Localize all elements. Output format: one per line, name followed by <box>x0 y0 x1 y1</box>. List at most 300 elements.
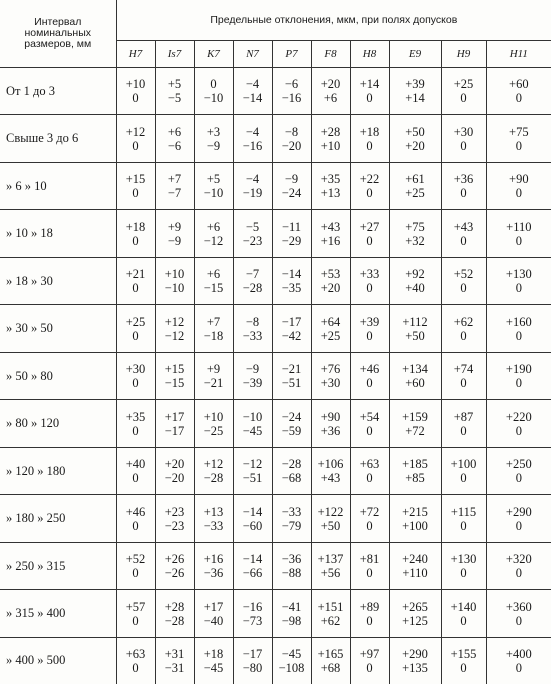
size-range-label: Свыше 3 до 6 <box>0 115 116 162</box>
upper-deviation: +18 <box>203 646 224 661</box>
lower-deviation: 0 <box>460 138 467 153</box>
lower-deviation: 0 <box>460 613 467 628</box>
upper-deviation: −5 <box>245 219 260 234</box>
lower-deviation: 0 <box>366 471 373 486</box>
upper-deviation: +159 <box>402 409 428 424</box>
deviation-cell <box>311 447 350 494</box>
lower-deviation: −45 <box>203 660 224 675</box>
deviation-cell <box>441 210 486 257</box>
upper-deviation: +92 <box>405 267 425 282</box>
deviation-cell <box>441 495 486 542</box>
deviation-cell <box>311 115 350 162</box>
upper-deviation: −8 <box>245 314 260 329</box>
lower-deviation: 0 <box>366 423 373 438</box>
lower-deviation: 0 <box>515 566 522 581</box>
deviation-cell <box>116 495 155 542</box>
lower-deviation: +50 <box>405 328 425 343</box>
upper-deviation: +130 <box>505 267 532 282</box>
upper-deviation: +10 <box>203 409 224 424</box>
deviation-cell <box>116 542 155 589</box>
lower-deviation: −20 <box>164 471 185 486</box>
upper-deviation: +215 <box>402 504 428 519</box>
deviation-cell <box>389 447 441 494</box>
lower-deviation: 0 <box>460 233 467 248</box>
column-header-h7: H7 <box>116 41 155 68</box>
deviation-cell <box>441 400 486 447</box>
size-range-label: » 315 » 400 <box>0 590 116 637</box>
table-row <box>0 495 551 542</box>
lower-deviation: 0 <box>132 376 139 391</box>
deviation-cell <box>194 400 233 447</box>
upper-deviation: +6 <box>167 124 182 139</box>
lower-deviation: 0 <box>366 518 373 533</box>
deviation-cell <box>116 352 155 399</box>
lower-deviation: −9 <box>167 233 182 248</box>
upper-deviation: +10 <box>125 77 146 92</box>
table-row <box>0 400 551 447</box>
deviation-cell <box>441 352 486 399</box>
lower-deviation: 0 <box>366 328 373 343</box>
upper-deviation: +320 <box>505 552 532 567</box>
upper-deviation: +33 <box>359 267 380 282</box>
lower-deviation: −40 <box>203 613 224 628</box>
lower-deviation: 0 <box>515 138 522 153</box>
deviation-cell <box>311 637 350 684</box>
deviation-cell <box>233 352 272 399</box>
deviation-cell <box>486 495 551 542</box>
lower-deviation: +100 <box>402 518 428 533</box>
deviation-cell <box>486 257 551 304</box>
upper-deviation: +17 <box>203 599 224 614</box>
upper-deviation: +81 <box>359 552 380 567</box>
lower-deviation: −12 <box>164 328 185 343</box>
upper-deviation: +9 <box>167 219 182 234</box>
deviation-cell <box>233 542 272 589</box>
deviation-cell <box>194 68 233 115</box>
lower-deviation: −25 <box>203 423 224 438</box>
deviation-cell <box>272 162 311 209</box>
column-header-n7: N7 <box>233 41 272 68</box>
deviation-cell <box>155 542 194 589</box>
deviation-cell <box>116 68 155 115</box>
upper-deviation: +7 <box>167 172 182 187</box>
upper-deviation: +90 <box>509 172 529 187</box>
lower-deviation: 0 <box>460 566 467 581</box>
lower-deviation: 0 <box>366 281 373 296</box>
upper-deviation: −36 <box>281 552 302 567</box>
size-range-label: От 1 до 3 <box>0 68 116 115</box>
deviation-cell <box>486 352 551 399</box>
size-range-label: » 400 » 500 <box>0 637 116 684</box>
deviation-cell <box>389 257 441 304</box>
deviation-cell <box>116 400 155 447</box>
upper-deviation: −9 <box>245 362 260 377</box>
upper-deviation: +137 <box>317 552 344 567</box>
lower-deviation: +85 <box>405 471 425 486</box>
deviation-cell <box>389 542 441 589</box>
upper-deviation: +13 <box>203 504 224 519</box>
deviation-cell <box>272 305 311 352</box>
table-row <box>0 352 551 399</box>
deviation-cell <box>441 590 486 637</box>
upper-deviation: +72 <box>359 504 380 519</box>
lower-deviation: −59 <box>281 423 302 438</box>
upper-deviation: +53 <box>320 267 341 282</box>
lower-deviation: −66 <box>242 566 263 581</box>
upper-deviation: +20 <box>320 77 341 92</box>
lower-deviation: +20 <box>405 138 425 153</box>
upper-deviation: +400 <box>505 646 532 661</box>
deviation-cell <box>116 257 155 304</box>
column-header-h9: H9 <box>441 41 486 68</box>
deviation-cell <box>486 447 551 494</box>
table-row <box>0 162 551 209</box>
lower-deviation: 0 <box>366 91 373 106</box>
lower-deviation: 0 <box>366 186 373 201</box>
lower-deviation: −98 <box>281 613 302 628</box>
lower-deviation: −73 <box>242 613 263 628</box>
lower-deviation: 0 <box>132 471 139 486</box>
upper-deviation: +160 <box>505 314 532 329</box>
deviation-cell <box>155 400 194 447</box>
table-row <box>0 257 551 304</box>
size-range-label: » 30 » 50 <box>0 305 116 352</box>
upper-deviation: +12 <box>203 457 224 472</box>
deviation-cell <box>441 162 486 209</box>
lower-deviation: −16 <box>242 138 263 153</box>
deviation-cell <box>233 305 272 352</box>
upper-deviation: +9 <box>206 362 221 377</box>
lower-deviation: −15 <box>203 281 224 296</box>
deviation-cell <box>441 637 486 684</box>
deviation-cell <box>311 162 350 209</box>
deviation-cell <box>350 447 389 494</box>
upper-deviation: −17 <box>281 314 302 329</box>
upper-deviation: +151 <box>317 599 344 614</box>
deviation-cell <box>350 637 389 684</box>
deviation-cell <box>233 590 272 637</box>
upper-deviation: +122 <box>317 504 344 519</box>
upper-deviation: −33 <box>281 504 302 519</box>
upper-deviation: +5 <box>167 77 182 92</box>
deviation-cell <box>486 210 551 257</box>
lower-deviation: −28 <box>203 471 224 486</box>
lower-deviation: −24 <box>281 186 302 201</box>
lower-deviation: +60 <box>405 376 425 391</box>
upper-deviation: +6 <box>206 219 221 234</box>
lower-deviation: 0 <box>460 376 467 391</box>
lower-deviation: +110 <box>402 566 428 581</box>
upper-deviation: +7 <box>206 314 221 329</box>
deviation-cell <box>155 115 194 162</box>
lower-deviation: 0 <box>515 613 522 628</box>
deviation-cell <box>272 495 311 542</box>
lower-deviation: +40 <box>405 281 425 296</box>
size-range-label: » 250 » 315 <box>0 542 116 589</box>
lower-deviation: −17 <box>164 423 185 438</box>
size-range-label: » 10 » 18 <box>0 210 116 257</box>
lower-deviation: 0 <box>515 660 522 675</box>
upper-deviation: +18 <box>125 219 146 234</box>
lower-deviation: 0 <box>366 613 373 628</box>
deviation-cell <box>233 257 272 304</box>
upper-deviation: +61 <box>405 172 425 187</box>
upper-deviation: −14 <box>281 267 302 282</box>
upper-deviation: −24 <box>281 409 302 424</box>
upper-deviation: 0 <box>210 77 217 92</box>
upper-deviation: +6 <box>206 267 221 282</box>
upper-deviation: +165 <box>317 646 344 661</box>
lower-deviation: +13 <box>320 186 341 201</box>
upper-deviation: +27 <box>359 219 380 234</box>
deviation-cell <box>389 590 441 637</box>
table-row <box>0 637 551 684</box>
lower-deviation: −39 <box>242 376 263 391</box>
deviation-cell <box>116 447 155 494</box>
lower-deviation: 0 <box>132 91 139 106</box>
lower-deviation: −21 <box>203 376 224 391</box>
upper-deviation: +36 <box>453 172 474 187</box>
deviation-cell <box>155 495 194 542</box>
lower-deviation: 0 <box>460 186 467 201</box>
upper-deviation: +60 <box>509 77 529 92</box>
deviation-cell <box>389 305 441 352</box>
upper-deviation: +18 <box>359 124 380 139</box>
deviation-cell <box>233 210 272 257</box>
upper-deviation: −12 <box>242 457 263 472</box>
lower-deviation: 0 <box>366 376 373 391</box>
deviation-cell <box>389 68 441 115</box>
lower-deviation: 0 <box>366 566 373 581</box>
upper-deviation: +75 <box>509 124 529 139</box>
deviation-cell <box>486 68 551 115</box>
upper-deviation: +40 <box>125 457 146 472</box>
lower-deviation: 0 <box>515 518 522 533</box>
upper-deviation: +22 <box>359 172 380 187</box>
deviation-cell <box>155 352 194 399</box>
deviation-cell <box>155 162 194 209</box>
upper-deviation: −4 <box>245 77 260 92</box>
deviation-cell <box>155 257 194 304</box>
lower-deviation: +125 <box>402 613 428 628</box>
upper-deviation: −14 <box>242 552 263 567</box>
upper-deviation: +240 <box>402 552 428 567</box>
lower-deviation: −31 <box>164 660 185 675</box>
deviation-cell <box>350 495 389 542</box>
upper-deviation: +134 <box>402 362 428 377</box>
deviation-cell <box>155 590 194 637</box>
deviation-cell <box>233 68 272 115</box>
upper-deviation: +20 <box>164 457 185 472</box>
lower-deviation: 0 <box>460 660 467 675</box>
deviation-cell <box>194 637 233 684</box>
lower-deviation: −60 <box>242 518 263 533</box>
deviation-cell <box>194 495 233 542</box>
lower-deviation: −28 <box>242 281 263 296</box>
upper-deviation: +30 <box>453 124 474 139</box>
upper-deviation: +89 <box>359 599 380 614</box>
deviation-cell <box>194 447 233 494</box>
lower-deviation: 0 <box>366 660 373 675</box>
lower-deviation: −79 <box>281 518 302 533</box>
deviation-cell <box>155 637 194 684</box>
lower-deviation: −33 <box>203 518 224 533</box>
header-row-main <box>0 0 551 41</box>
lower-deviation: −26 <box>164 566 185 581</box>
upper-deviation: +17 <box>164 409 185 424</box>
upper-deviation: −4 <box>245 172 260 187</box>
lower-deviation: −14 <box>242 91 263 106</box>
deviation-cell <box>233 495 272 542</box>
upper-deviation: +31 <box>164 646 185 661</box>
lower-deviation: −7 <box>167 186 182 201</box>
upper-deviation: −16 <box>242 599 263 614</box>
deviation-cell <box>194 352 233 399</box>
upper-deviation: −9 <box>284 172 299 187</box>
upper-deviation: +39 <box>359 314 380 329</box>
lower-deviation: 0 <box>515 471 522 486</box>
lower-deviation: 0 <box>460 518 467 533</box>
lower-deviation: +25 <box>405 186 425 201</box>
lower-deviation: +36 <box>320 423 341 438</box>
lower-deviation: −33 <box>242 328 263 343</box>
deviation-cell <box>194 115 233 162</box>
lower-deviation: 0 <box>460 328 467 343</box>
lower-deviation: 0 <box>515 328 522 343</box>
lower-deviation: 0 <box>132 186 139 201</box>
deviation-cell <box>272 637 311 684</box>
lower-deviation: 0 <box>460 91 467 106</box>
upper-deviation: +46 <box>359 362 380 377</box>
deviation-cell <box>486 590 551 637</box>
deviation-cell <box>311 400 350 447</box>
deviation-cell <box>272 68 311 115</box>
table-row <box>0 542 551 589</box>
lower-deviation: +32 <box>405 233 425 248</box>
deviation-cell <box>350 542 389 589</box>
deviation-cell <box>350 257 389 304</box>
deviation-cell <box>389 400 441 447</box>
upper-deviation: +52 <box>453 267 474 282</box>
upper-deviation: −6 <box>284 77 299 92</box>
deviation-cell <box>441 68 486 115</box>
upper-deviation: +46 <box>125 504 146 519</box>
lower-deviation: +20 <box>320 281 341 296</box>
upper-deviation: +185 <box>402 457 428 472</box>
table-row <box>0 590 551 637</box>
lower-deviation: 0 <box>460 423 467 438</box>
table-row <box>0 210 551 257</box>
lower-deviation: −28 <box>164 613 185 628</box>
column-header-f8: F8 <box>311 41 350 68</box>
deviation-cell <box>389 495 441 542</box>
upper-deviation: +39 <box>405 77 425 92</box>
deviation-cell <box>272 352 311 399</box>
column-header-is7: Is7 <box>155 41 194 68</box>
lower-deviation: +56 <box>320 566 341 581</box>
deviation-cell <box>311 257 350 304</box>
lower-deviation: 0 <box>132 518 139 533</box>
upper-deviation: +265 <box>402 599 428 614</box>
upper-deviation: +5 <box>206 172 221 187</box>
upper-deviation: +3 <box>206 124 221 139</box>
deviation-cell <box>233 162 272 209</box>
deviation-cell <box>486 400 551 447</box>
deviation-cell <box>194 542 233 589</box>
deviation-cell <box>311 542 350 589</box>
deviation-cell <box>486 542 551 589</box>
upper-deviation: +64 <box>320 314 341 329</box>
size-range-label: » 6 » 10 <box>0 162 116 209</box>
upper-deviation: +43 <box>453 219 474 234</box>
deviation-cell <box>350 305 389 352</box>
lower-deviation: −29 <box>281 233 302 248</box>
deviation-cell <box>272 590 311 637</box>
lower-deviation: +6 <box>323 91 338 106</box>
lower-deviation: 0 <box>132 423 139 438</box>
lower-deviation: 0 <box>132 660 139 675</box>
lower-deviation: −10 <box>203 186 224 201</box>
lower-deviation: 0 <box>132 281 139 296</box>
deviation-cell <box>194 210 233 257</box>
upper-deviation: +110 <box>506 219 532 234</box>
deviation-cell <box>486 162 551 209</box>
upper-deviation: +90 <box>320 409 341 424</box>
deviation-cell <box>311 495 350 542</box>
lower-deviation: −10 <box>164 281 185 296</box>
lower-deviation: 0 <box>515 233 522 248</box>
lower-deviation: −12 <box>203 233 224 248</box>
table-body <box>0 68 551 684</box>
lower-deviation: +72 <box>405 423 425 438</box>
size-range-label: » 180 » 250 <box>0 495 116 542</box>
size-range-label: » 50 » 80 <box>0 352 116 399</box>
upper-deviation: +35 <box>125 409 146 424</box>
deviation-cell <box>233 115 272 162</box>
size-range-header: Интервал номинальных размеров, мм <box>0 0 116 68</box>
upper-deviation: −28 <box>281 457 302 472</box>
size-range-label: » 18 » 30 <box>0 257 116 304</box>
lower-deviation: −23 <box>242 233 263 248</box>
lower-deviation: −80 <box>242 660 263 675</box>
column-header-p7: P7 <box>272 41 311 68</box>
lower-deviation: 0 <box>460 471 467 486</box>
upper-deviation: +25 <box>125 314 146 329</box>
column-header-h8: H8 <box>350 41 389 68</box>
lower-deviation: 0 <box>515 91 522 106</box>
deviation-cell <box>486 305 551 352</box>
deviation-cell <box>486 637 551 684</box>
lower-deviation: −88 <box>281 566 302 581</box>
lower-deviation: 0 <box>366 138 373 153</box>
lower-deviation: −23 <box>164 518 185 533</box>
lower-deviation: −42 <box>281 328 302 343</box>
upper-deviation: +155 <box>450 646 477 661</box>
deviation-cell <box>272 257 311 304</box>
lower-deviation: −68 <box>281 471 302 486</box>
lower-deviation: −18 <box>203 328 224 343</box>
deviation-cell <box>272 210 311 257</box>
lower-deviation: +62 <box>320 613 341 628</box>
upper-deviation: +360 <box>505 599 532 614</box>
lower-deviation: 0 <box>132 138 139 153</box>
upper-deviation: +57 <box>125 599 146 614</box>
deviation-cell <box>389 210 441 257</box>
upper-deviation: +30 <box>125 362 146 377</box>
lower-deviation: 0 <box>515 281 522 296</box>
lower-deviation: 0 <box>132 233 139 248</box>
lower-deviation: 0 <box>515 186 522 201</box>
